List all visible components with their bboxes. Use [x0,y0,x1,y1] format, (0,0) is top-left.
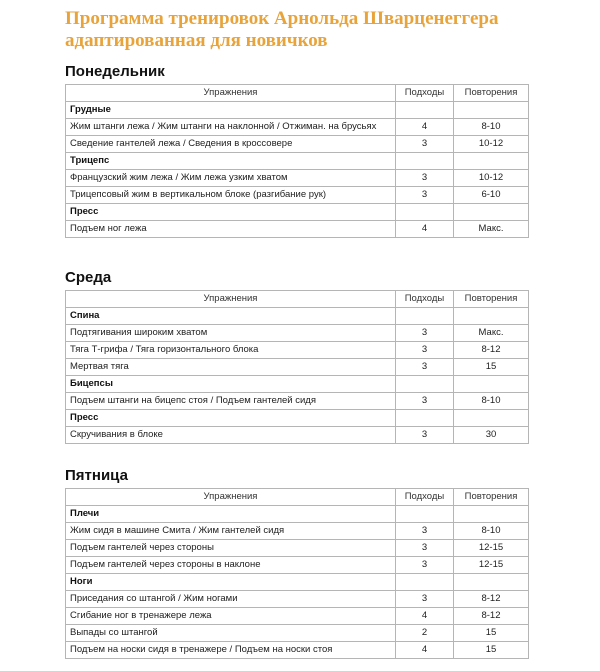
table-row [66,170,529,187]
day-heading: Пятница [65,467,128,484]
title-line-2: адаптированная для новичков [65,30,328,51]
title-line-1: Программа тренировок Арнольда Шварценеггера [65,8,499,29]
table-row [66,342,529,359]
reps-cell: 8-10 [454,523,529,540]
exercise-cell: Подъем гантелей через стороны в наклоне [66,557,396,574]
empty-cell [454,506,529,523]
reps-cell: 6-10 [454,187,529,204]
day-heading: Среда [65,269,112,286]
reps-cell: Макс. [454,325,529,342]
sets-cell: 3 [396,342,454,359]
reps-cell: 10-12 [454,136,529,153]
exercise-cell: Жим штанги лежа / Жим штанги на наклонной / Отжиман. на брусьях [66,119,396,136]
muscle-group-label: Пресс [66,204,396,221]
sets-cell: 4 [396,642,454,659]
sets-cell: 3 [396,187,454,204]
sets-cell: 3 [396,523,454,540]
section-friday [65,466,528,659]
exercise-cell: Скручивания в блоке [66,427,396,444]
sets-cell: 3 [396,359,454,376]
empty-cell [454,308,529,325]
reps-cell: 15 [454,642,529,659]
exercise-cell: Приседания со штангой / Жим ногами [66,591,396,608]
table-row [66,119,529,136]
muscle-group-label: Пресс [66,410,396,427]
table-header-row [66,291,529,308]
muscle-group-row [66,204,529,221]
header-exercises: Упражнения [66,291,396,308]
sets-cell: 3 [396,325,454,342]
table-row [66,221,529,238]
empty-cell [396,506,454,523]
empty-cell [454,410,529,427]
muscle-group-label: Трицепс [66,153,396,170]
table-row [66,187,529,204]
table-row [66,359,529,376]
section-monday [65,62,528,238]
header-sets: Подходы [396,291,454,308]
muscle-group-label: Плечи [66,506,396,523]
empty-cell [454,376,529,393]
muscle-group-label: Ноги [66,574,396,591]
muscle-group-row [66,308,529,325]
muscle-group-row [66,574,529,591]
exercise-cell: Мертвая тяга [66,359,396,376]
reps-cell: 8-10 [454,393,529,410]
exercise-cell: Французский жим лежа / Жим лежа узким хватом [66,170,396,187]
reps-cell: 12-15 [454,540,529,557]
muscle-group-row [66,102,529,119]
section-wednesday [65,268,528,444]
table-row [66,325,529,342]
sets-cell: 4 [396,119,454,136]
exercise-cell: Сведение гантелей лежа / Сведения в кроссовере [66,136,396,153]
header-sets: Подходы [396,85,454,102]
header-exercises: Упражнения [66,489,396,506]
muscle-group-row [66,153,529,170]
reps-cell: 10-12 [454,170,529,187]
empty-cell [396,153,454,170]
empty-cell [396,410,454,427]
header-reps: Повторения [454,291,529,308]
sets-cell: 3 [396,393,454,410]
sets-cell: 3 [396,557,454,574]
table-header-row [66,489,529,506]
table-row [66,136,529,153]
reps-cell: 15 [454,625,529,642]
table-row [66,540,529,557]
page-title [65,8,585,52]
muscle-group-row [66,376,529,393]
sets-cell: 4 [396,221,454,238]
table-row [66,625,529,642]
exercise-cell: Подъем штанги на бицепс стоя / Подъем гантелей сидя [66,393,396,410]
reps-cell: 8-12 [454,342,529,359]
table-row [66,642,529,659]
empty-cell [454,102,529,119]
reps-cell: 8-12 [454,591,529,608]
reps-cell: 15 [454,359,529,376]
exercise-cell: Подъем на носки сидя в тренажере / Подъем на носки стоя [66,642,396,659]
empty-cell [454,204,529,221]
table-row [66,427,529,444]
exercise-cell: Тяга Т-грифа / Тяга горизонтального блока [66,342,396,359]
workout-table [65,488,529,659]
reps-cell: 12-15 [454,557,529,574]
empty-cell [396,574,454,591]
empty-cell [454,153,529,170]
muscle-group-label: Спина [66,308,396,325]
table-row [66,557,529,574]
empty-cell [454,574,529,591]
muscle-group-row [66,410,529,427]
exercise-cell: Подъем гантелей через стороны [66,540,396,557]
sets-cell: 3 [396,591,454,608]
sets-cell: 3 [396,170,454,187]
header-exercises: Упражнения [66,85,396,102]
exercise-cell: Жим сидя в машине Смита / Жим гантелей сидя [66,523,396,540]
sets-cell: 4 [396,608,454,625]
workout-table [65,84,529,238]
reps-cell: Макс. [454,221,529,238]
empty-cell [396,102,454,119]
header-reps: Повторения [454,85,529,102]
sets-cell: 3 [396,136,454,153]
exercise-cell: Подтягивания широким хватом [66,325,396,342]
table-row [66,523,529,540]
exercise-cell: Подъем ног лежа [66,221,396,238]
sets-cell: 3 [396,540,454,557]
muscle-group-label: Грудные [66,102,396,119]
reps-cell: 30 [454,427,529,444]
table-row [66,591,529,608]
day-heading: Понедельник [65,63,165,80]
reps-cell: 8-10 [454,119,529,136]
reps-cell: 8-12 [454,608,529,625]
header-reps: Повторения [454,489,529,506]
empty-cell [396,204,454,221]
exercise-cell: Трицепсовый жим в вертикальном блоке (разгибание рук) [66,187,396,204]
table-row [66,393,529,410]
muscle-group-label: Бицепсы [66,376,396,393]
sets-cell: 2 [396,625,454,642]
exercise-cell: Сгибание ног в тренажере лежа [66,608,396,625]
exercise-cell: Выпады со штангой [66,625,396,642]
empty-cell [396,376,454,393]
workout-table [65,290,529,444]
muscle-group-row [66,506,529,523]
empty-cell [396,308,454,325]
table-header-row [66,85,529,102]
header-sets: Подходы [396,489,454,506]
table-row [66,608,529,625]
sets-cell: 3 [396,427,454,444]
